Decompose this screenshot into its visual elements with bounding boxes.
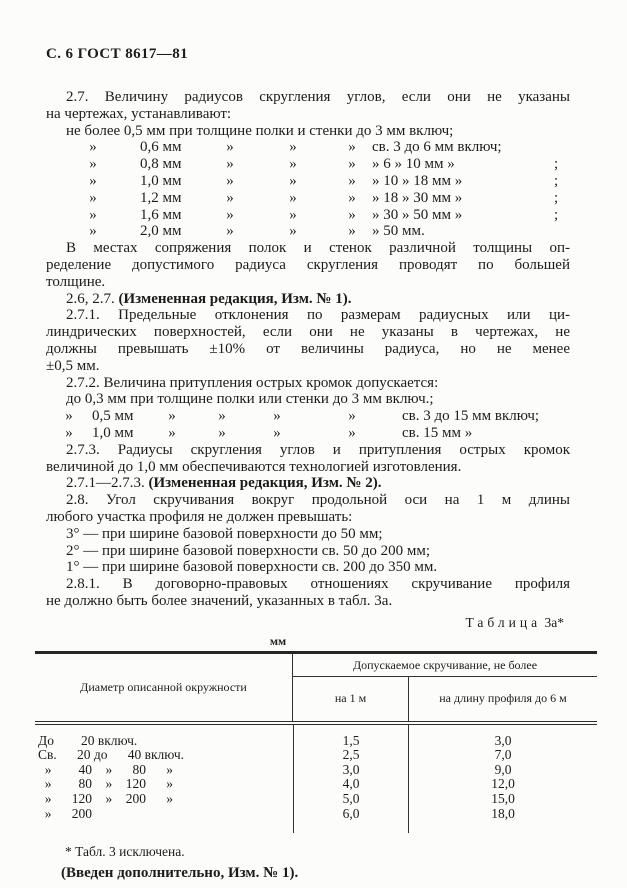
twist-limit-item: 2° — при ширине базовой поверхности св. 50 до 200 мм; [66,542,431,559]
table-cell-per-6m: 12,0 [408,777,597,792]
clause-2-8-1-line: не должно быть более значений, указанных в табл. 3а. [46,592,393,609]
table-header [35,654,597,721]
page-header: С. 6 ГОСТ 8617—81 [46,46,188,62]
amendment-note-2: 2.7.1—2.7.3. (Измененная редакция, Изм. № 2). [66,475,382,492]
column-group [293,654,597,721]
table-cell-per-6m: 18,0 [408,807,597,834]
table-cell-diameter: » 80 » 120 » [38,776,173,792]
table-3a [35,651,597,834]
radius-row: » 0,6 мм » » » св. 3 до 6 мм включ; [89,139,502,156]
table-footnote: * Табл. 3 исключена. [65,844,185,860]
clause-2-7-1-line: 2.7.1. Предельные отклонения по размерам радиусных или ци- [66,307,570,324]
amendment-note-1: 2.6, 2.7. (Измененная редакция, Изм. № 1). [66,290,352,307]
table-cell-per-6m: 7,0 [408,748,597,763]
table-cell-diameter: » 40 » 80 » [38,761,173,777]
clause-2-7-1-line: линдрических поверхностей, если они не указаны в чертежах, не [46,324,570,341]
clause-2-8-line: 2.8. Угол скручивания вокруг продольной оси на 1 м длины [66,492,570,509]
page-content [38,46,570,882]
clause-2-7-2-intro: 2.7.2. Величина притупления острых кромок допускается: [66,374,439,391]
clause-2-8-1-line: 2.8.1. В договорно-правовых отношениях скручивание профиля [66,576,570,593]
column-header-diameter: Диаметр описанной окружности [35,654,293,721]
clause-2-7-line: на чертежах, устанавливают: [46,105,232,122]
radius-row: » 1,0 мм » » » » 10 » 18 мм » ; [89,172,559,189]
clause-2-7-1-line: должны превышать ±10% от величины радиуса, но не менее [46,340,570,357]
column-header-per-6m: на длину профиля до 6 м [408,677,597,721]
clause-2-7-3-line: 2.7.3. Радиусы скругления углов и притупления острых кромок [66,441,570,458]
clause-2-7-3-line: величиной до 1,0 мм обеспечиваются технологией изготовления. [46,458,462,475]
table-cell-per-1m: 2,5 [293,748,408,763]
table-cell-per-6m: 15,0 [408,792,597,807]
table-cell-per-6m: 3,0 [408,725,597,749]
clause-2-7-closing: В местах сопряжения полок и стенок различной толщины оп- [66,240,570,257]
clause-2-7-closing: толщине. [46,273,106,290]
clause-2-7-2-first-item: до 0,3 мм при толщине полки или стенки до 3 мм включ.; [66,391,434,408]
table-body [35,725,597,834]
table-cell-diameter: » 200 [38,805,92,821]
table-cell-diameter: » 120 » 200 » [38,791,173,807]
table-cell-per-1m: 5,0 [293,792,408,807]
table-cell-diameter: До 20 включ. [38,732,138,748]
twist-limit-item: 1° — при ширине базовой поверхности св. 200 до 350 мм. [66,559,438,576]
introduced-note: (Введен дополнительно, Изм. № 1). [61,865,299,882]
clause-2-7-first-item: не более 0,5 мм при толщине полки и стенки до 3 мм включ; [66,122,454,139]
column-group-header: Допускаемое скручивание, не более [293,654,597,677]
clause-2-7-line: 2.7. Величину радиусов скругления углов, если они не указаны [66,89,570,105]
blunting-row: » 1,0 мм » » » » св. 15 мм » [65,424,473,441]
table-caption: Таблица 3а* [465,614,564,630]
clause-2-7-1-line: ±0,5 мм. [46,357,100,374]
table-unit-label: мм [269,633,287,648]
clause-2-8-line: любого участка профиля не должен превышать: [46,508,353,525]
table-cell-per-6m: 9,0 [408,763,597,778]
radius-row: » 0,8 мм » » » » 6 » 10 мм » ; [89,156,559,173]
radius-row: » 1,2 мм » » » » 18 » 30 мм » ; [89,189,559,206]
table-cell-per-1m: 6,0 [293,807,408,834]
table-cell-per-1m: 1,5 [293,725,408,749]
clause-2-7-closing: ределение допустимого радиуса скругления проводят по большей [46,256,570,273]
twist-limit-item: 3° — при ширине базовой поверхности до 50 мм; [66,525,383,542]
table-cell-diameter: Св. 20 до 40 включ. [38,747,185,763]
column-header-per-1m: на 1 м [334,691,367,706]
table-cell-per-1m: 3,0 [293,763,408,778]
radius-row: » 2,0 мм » » » » 50 мм. [89,223,425,240]
radius-row: » 1,6 мм » » » » 30 » 50 мм » ; [89,206,559,223]
blunting-row: » 0,5 мм » » » » св. 3 до 15 мм включ; [65,408,540,425]
table-cell-per-1m: 4,0 [293,777,408,792]
